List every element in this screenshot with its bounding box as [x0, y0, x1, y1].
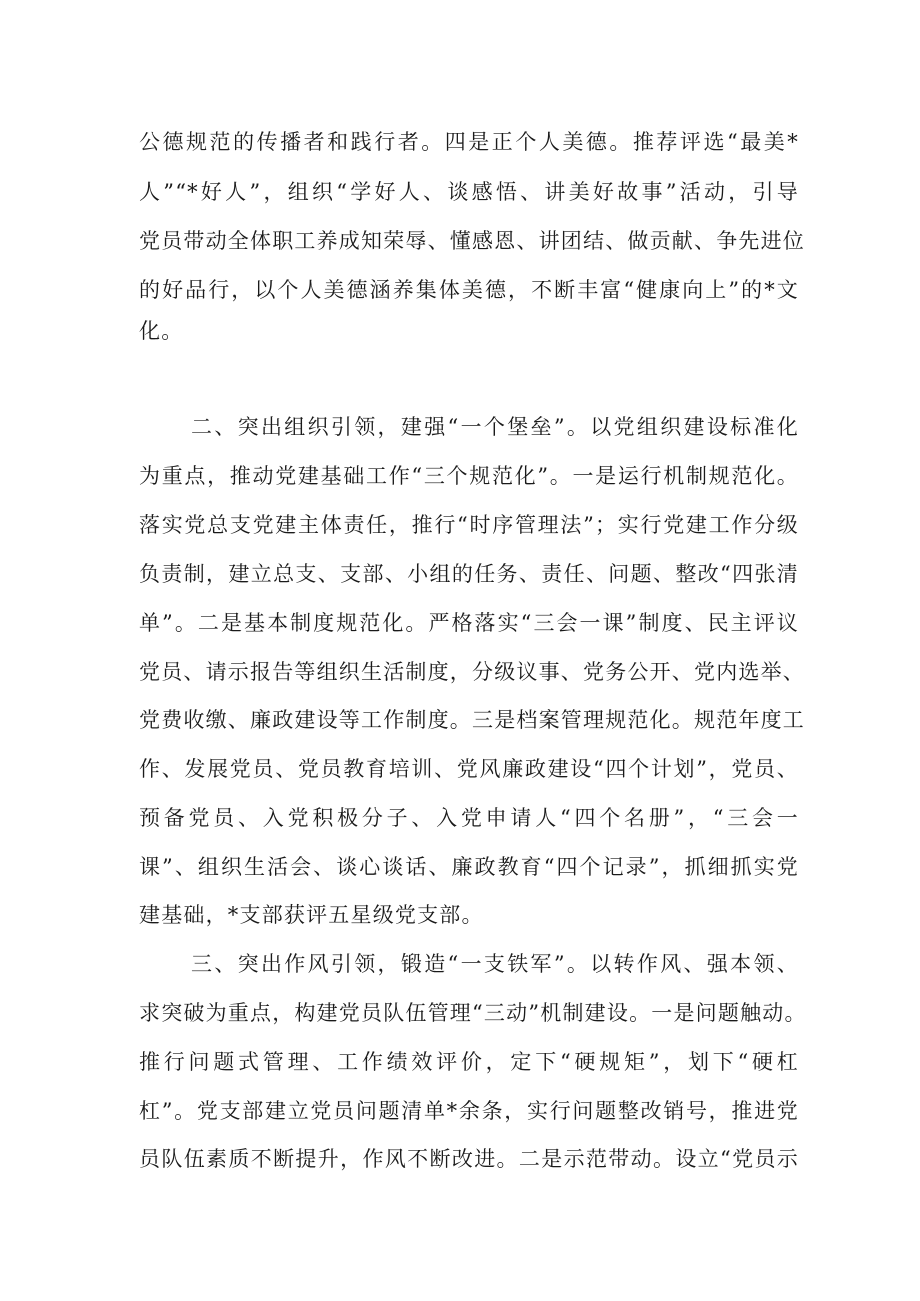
text-line-18: 求突破为重点，构建党员队伍管理“三动”机制建设。一是问题触动。 [139, 1001, 807, 1025]
text-line-13: 作、发展党员、党员教育培训、党风廉政建设“四个计划”，党员、 [139, 757, 799, 781]
text-line-1: 公德规范的传播者和践行者。四是正个人美德。推荐评选“最美* [139, 130, 799, 154]
text-line-19: 推行问题式管理、工作绩效评价，定下“硬规矩”，划下“硬杠 [139, 1050, 799, 1074]
text-line-11: 党员、请示报告等组织生活制度，分级议事、党务公开、党内选举、 [139, 660, 805, 684]
text-line-3: 党员带动全体职工养成知荣辱、懂感恩、讲团结、做贡献、争先进位 [139, 229, 805, 253]
text-line-20: 杠”。党支部建立党员问题清单*余条，实行问题整改销号，推进党 [139, 1099, 799, 1123]
text-line-2: 人”“*好人”，组织“学好人、谈感悟、讲美好故事”活动，引导 [139, 180, 799, 204]
text-line-8: 落实党总支党建主体责任，推行“时序管理法”；实行党建工作分级 [139, 513, 799, 537]
text-line-21: 员队伍素质不断提升，作风不断改进。二是示范带动。设立“党员示 [139, 1147, 799, 1171]
paragraph-2-heading-line: 二、突出组织引领，建强“一个堡垒”。以党组织建设标准化 [191, 415, 799, 439]
text-line-9: 负责制，建立总支、支部、小组的任务、责任、问题、整改“四张清 [139, 562, 799, 586]
text-line-10: 单”。二是基本制度规范化。严格落实“三会一课”制度、民主评议 [139, 611, 799, 635]
text-line-5: 化。 [139, 319, 184, 343]
paragraph-3-heading-line: 三、突出作风引领，锻造“一支铁军”。以转作风、强本领、 [191, 952, 799, 976]
text-line-4: 的好品行，以个人美德涵养集体美德，不断丰富“健康向上”的*文 [139, 278, 799, 302]
text-line-16: 建基础，*支部获评五星级党支部。 [139, 903, 484, 927]
text-line-7: 为重点，推动党建基础工作“三个规范化”。一是运行机制规范化。 [139, 464, 799, 488]
text-line-15: 课”、组织生活会、谈心谈话、廉政教育“四个记录”，抓细抓实党 [139, 855, 799, 879]
text-line-12: 党费收缴、廉政建设等工作制度。三是档案管理规范化。规范年度工 [139, 708, 805, 732]
text-line-14: 预备党员、入党积极分子、入党申请人“四个名册”，“三会一 [139, 806, 799, 830]
